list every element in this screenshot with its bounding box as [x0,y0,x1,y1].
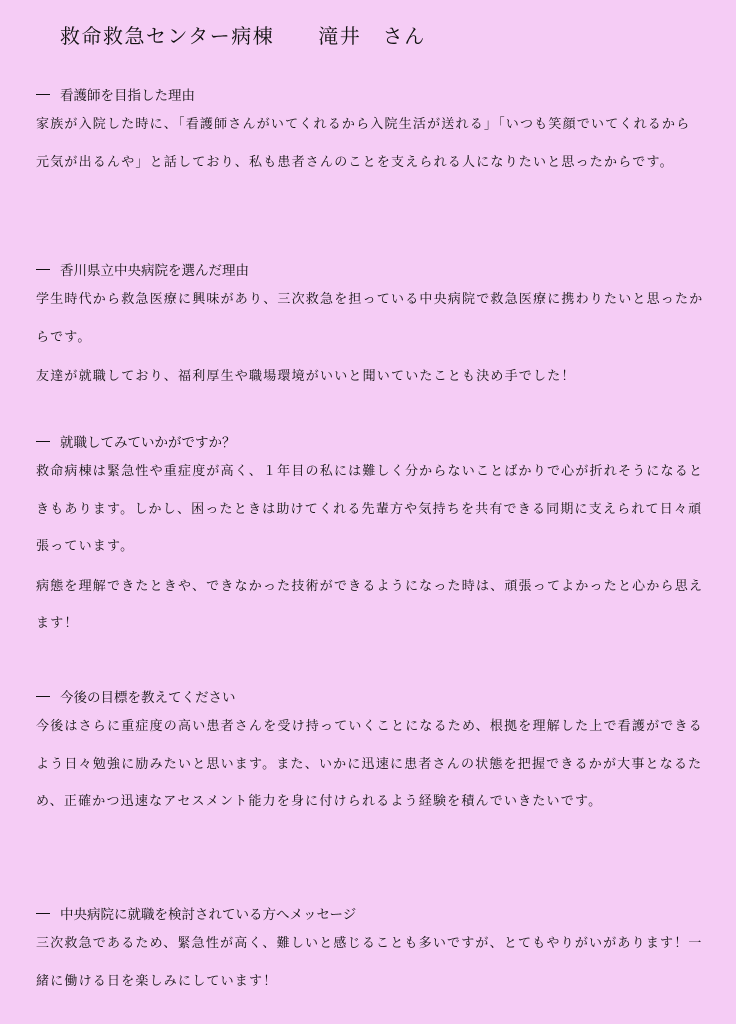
section-heading [36,433,704,453]
section-message [36,905,704,1000]
section-heading-text: 看護師を目指した理由 [60,88,195,104]
section-impressions [36,433,704,643]
section-heading-text: 今後の目標を教えてください [60,690,236,706]
heading-dash [36,269,50,270]
heading-dash [36,913,50,914]
page-title [60,22,426,50]
section-goals [36,688,704,821]
section-motivation [36,86,704,181]
section-heading [36,905,704,925]
section-heading [36,261,704,281]
staff-name: 滝井 さん [318,24,426,48]
section-heading [36,688,704,708]
heading-dash [36,696,50,697]
section-paragraph: 家族が入院した時に、「看護師さんがいてくれるから入院生活が送れる」「いつも笑顔でいてくれるから元気が出るんや」と話しており、私も患者さんのことを支えられる人になりたいと思ったからです。 [36,117,691,170]
heading-dash [36,441,50,442]
section-heading-text: 中央病院に就職を検討されている方へメッセージ [60,907,357,923]
section-heading [36,86,704,106]
section-heading-text: 香川県立中央病院を選んだ理由 [60,263,249,279]
section-heading-text: 就職してみていかがですか？ [60,435,236,451]
section-paragraph: 今後はさらに重症度の高い患者さんを受け持っていくことになるため、根拠を理解した上で看護ができるよう日々勉強に励みたいと思います。また、いかに迅速に患者さんの状態を把握できるかが大事となるため、正確かつ迅速なアセスメント能力を身に付けられるよう経験を積んでいきたいです。 [36,719,703,809]
section-paragraph: 病態を理解できたときや、できなかった技術ができるようになった時は、頑張ってよかったと心から思えます！ [36,578,704,631]
section-paragraph: 救命病棟は緊急性や重症度が高く、１年目の私には難しく分からないことばかりで心が折れそうになるときもあります。しかし、困ったときは助けてくれる先輩方や気持ちを共有できる同期に支えられて日々頑張っています。 [36,464,704,554]
section-hospital-choice [36,261,704,396]
section-paragraph: 三次救急であるため、緊急性が高く、難しいと感じることも多いですが、とてもやりがいがあります！一緒に働ける日を楽しみにしています！ [36,936,703,989]
heading-dash [36,94,50,95]
section-paragraph: 学生時代から救急医療に興味があり、三次救急を担っている中央病院で救急医療に携わりたいと思ったからです。 [36,292,704,345]
department-name: 救命救急センター病棟 [60,24,275,48]
section-paragraph: 友達が就職しており、福利厚生や職場環境がいいと聞いていたことも決め手でした！ [36,369,576,384]
